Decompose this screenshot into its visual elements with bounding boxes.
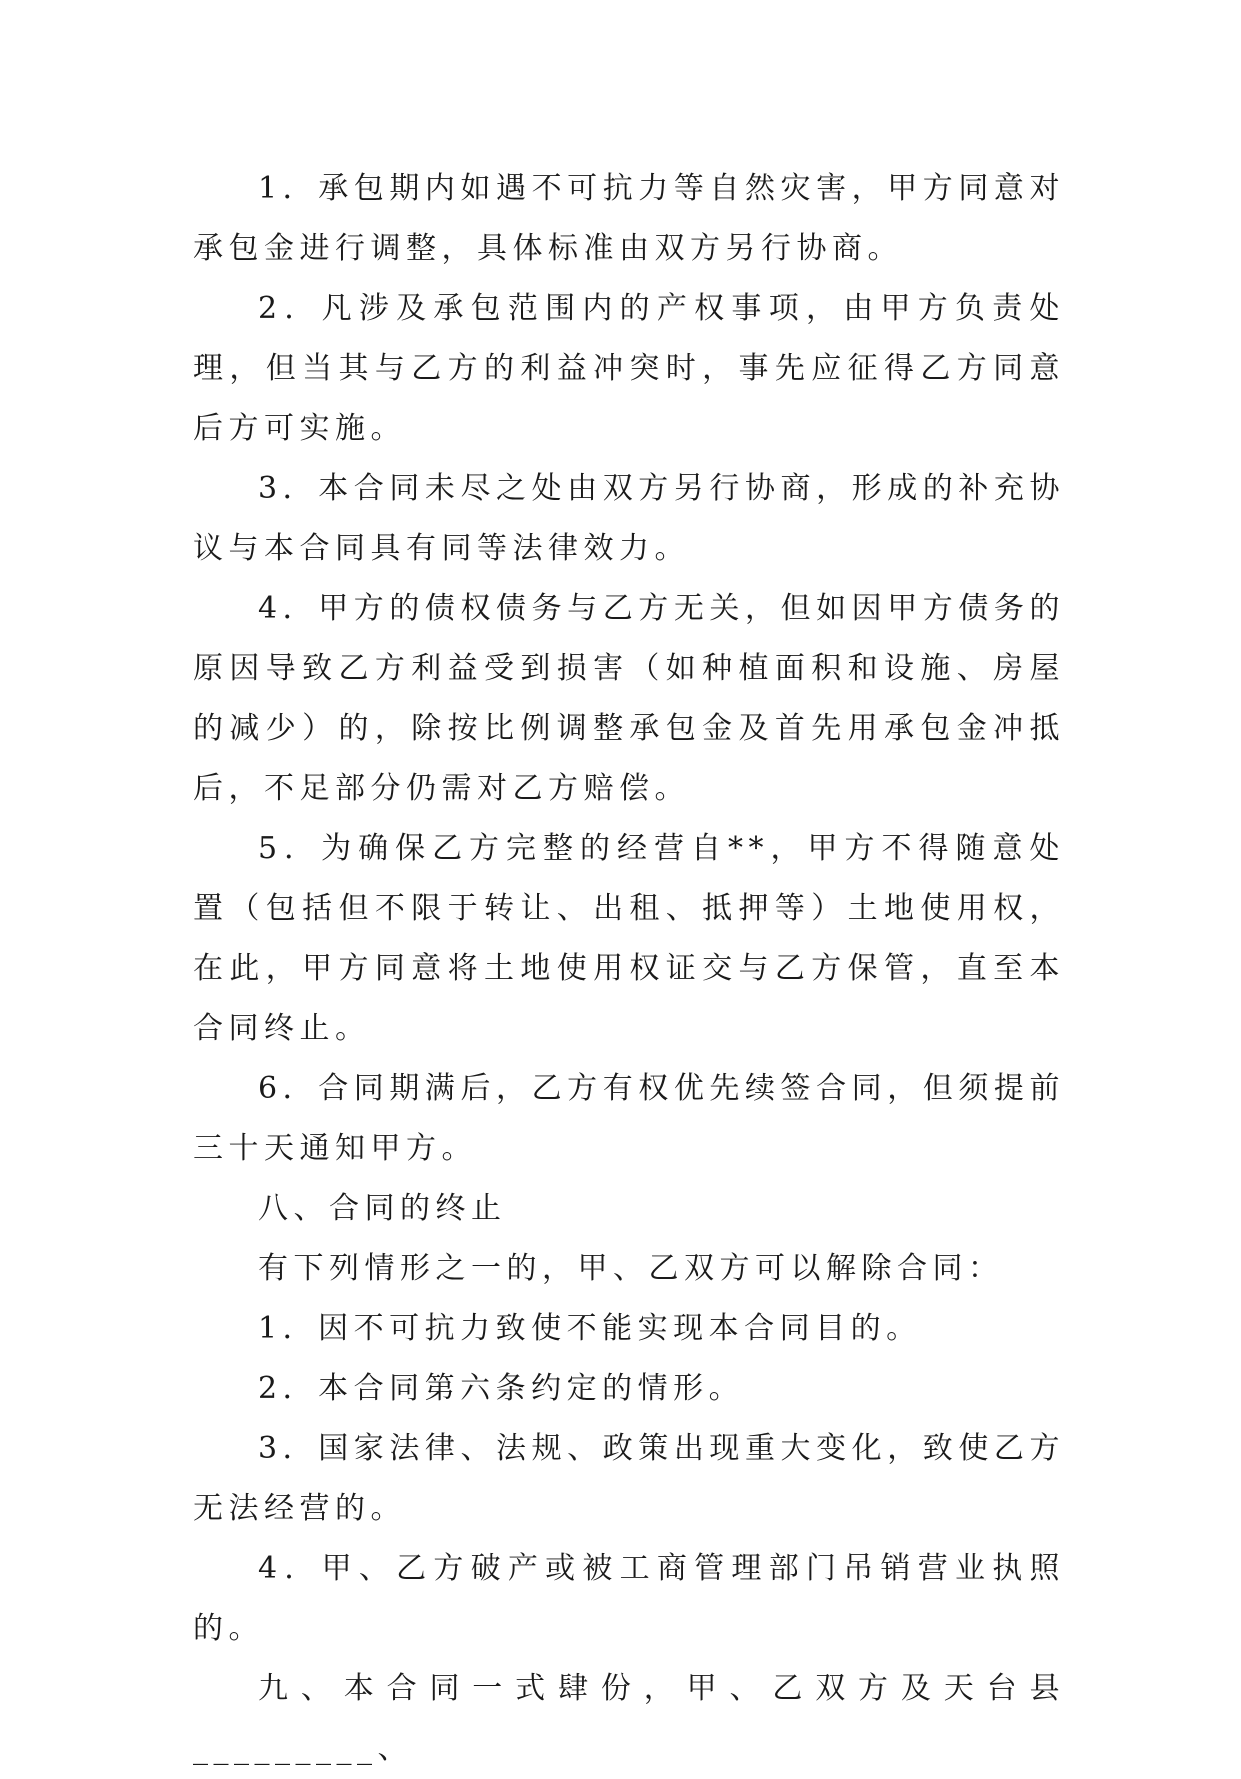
document-body [193,159,1065,1779]
clause-7-4-paragraph: 4．甲方的债权债务与乙方无关，但如因甲方债务的原因导致乙方利益受到损害（如种植面积和设施、房屋的减少）的，除按比例调整承包金及首先用承包金冲抵后，不足部分仍需对乙方赔偿。 [193,591,1065,806]
clause-8-1-paragraph: 1．因不可抗力致使不能实现本合同目的。 [258,1311,922,1346]
clause-8-4-paragraph: 4．甲、乙方破产或被工商管理部门吊销营业执照的。 [193,1551,1065,1646]
clause-7-1-paragraph: 1．承包期内如遇不可抗力等自然灾害，甲方同意对承包金进行调整，具体标准由双方另行协商。 [193,171,1065,266]
clause-8-2-paragraph: 2．本合同第六条约定的情形。 [258,1371,745,1406]
section-8-intro-paragraph: 有下列情形之一的，甲、乙双方可以解除合同： [258,1251,1004,1286]
section-8-heading: 八、合同的终止 [258,1191,507,1226]
section-9-paragraph: 九、本合同一式肆份，甲、乙双方及天台县_________、 [193,1671,1065,1766]
clause-7-6-paragraph: 6．合同期满后，乙方有权优先续签合同，但须提前三十天通知甲方。 [193,1071,1065,1166]
clause-8-3-paragraph: 3．国家法律、法规、政策出现重大变化，致使乙方无法经营的。 [193,1431,1065,1526]
clause-7-3-paragraph: 3．本合同未尽之处由双方另行协商，形成的补充协议与本合同具有同等法律效力。 [193,471,1065,566]
clause-7-2-paragraph: 2．凡涉及承包范围内的产权事项，由甲方负责处理，但当其与乙方的利益冲突时，事先应征得乙方同意后方可实施。 [193,291,1065,446]
clause-7-5-paragraph: 5．为确保乙方完整的经营自**，甲方不得随意处置（包括但不限于转让、出租、抵押等）土地使用权，在此，甲方同意将土地使用权证交与乙方保管，直至本合同终止。 [193,831,1065,1046]
